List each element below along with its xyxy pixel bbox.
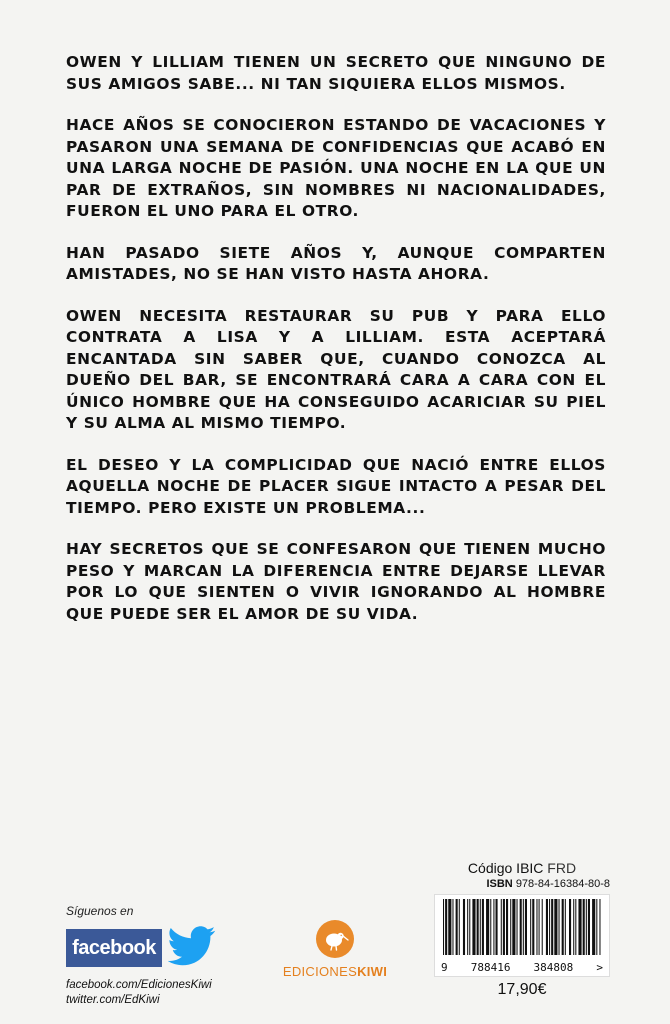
barcode-area [434, 860, 610, 999]
publisher-name [272, 964, 398, 979]
facebook-logo[interactable] [66, 929, 162, 967]
facebook-link[interactable]: facebook.com/EdicionesKiwi [66, 979, 212, 991]
blurb-paragraph-2: HACE AÑOS SE CONOCIERON ESTANDO DE VACACIONES Y PASARON UNA SEMANA DE CONFIDENCIAS QUE ACABÓ EN UNA LARGA NOCHE DE PASIÓN. UNA NOCHE EN LA QUE UN PAR DE EXTRAÑOS, SIN NOMBRES NI NACIONALIDADES, FUERON EL UNO PARA EL OTRO. [66, 116, 606, 220]
blurb-paragraph-4: OWEN NECESITA RESTAURAR SU PUB Y PARA ELLO CONTRATA A LISA Y A LILLIAM. ESTA ACEPTARÁ ENCANTADA SIN SABER QUE, CUANDO CONOZCA AL DUEÑO DEL BAR, SE ENCONTRARÁ CARA A CARA CON EL ÚNICO HOMBRE QUE HA CONSEGUIDO ACARICIAR SU PIEL Y SU ALMA AL MISMO TIEMPO. [66, 306, 606, 432]
isbn [434, 878, 610, 890]
blurb-paragraph-1: OWEN Y LILLIAM TIENEN UN SECRETO QUE NINGUNO DE SUS AMIGOS SABE... NI TAN SIQUIERA ELLOS MISMOS. [66, 53, 606, 93]
barcode-digit-group1: 788416 [470, 961, 511, 974]
blurb-paragraph-6: HAY SECRETOS QUE SE CONFESARON QUE TIENEN MUCHO PESO Y MARCAN LA DIFERENCIA ENTRE DEJARSE LLEVAR POR LO QUE SIENTEN O VIVIR IGNORANDO AL HOMBRE QUE PUEDE SER EL AMOR DE SU VIDA. [66, 540, 606, 623]
publisher-logo [272, 920, 398, 979]
ibic-value: FRD [547, 860, 577, 876]
barcode-digit-group2: 384808 [533, 961, 574, 974]
barcode [434, 894, 610, 977]
barcode-bars [441, 899, 603, 955]
blurb-paragraph-5: EL DESEO Y LA COMPLICIDAD QUE NACIÓ ENTRE ELLOS AQUELLA NOCHE DE PLACER SIGUE INTACTO A PESAR DEL TIEMPO. PERO EXISTE UN PROBLEMA... [66, 455, 606, 517]
price: 17,90€ [497, 981, 547, 998]
isbn-label: ISBN [486, 878, 513, 890]
blurb-paragraph-3: HAN PASADO SIETE AÑOS Y, AUNQUE COMPARTEN AMISTADES, NO SE HAN VISTO HASTA AHORA. [66, 243, 606, 283]
ibic-label: Código IBIC [467, 860, 544, 876]
twitter-bird-icon[interactable] [168, 926, 216, 970]
publisher-name-bold: KIWI [357, 964, 388, 979]
barcode-digits [441, 961, 603, 974]
social-links [66, 978, 266, 1008]
barcode-digit-first: 9 [441, 961, 448, 974]
isbn-value: 978-84-16384-80-8 [515, 878, 610, 890]
publisher-name-prefix: EDICIONES [282, 964, 358, 979]
social-section [66, 904, 266, 1008]
twitter-link[interactable]: twitter.com/EdKiwi [66, 994, 160, 1006]
ibic-code [434, 860, 610, 876]
barcode-digit-end: > [596, 961, 603, 974]
social-icons [66, 926, 266, 970]
kiwi-bird-icon [316, 920, 354, 958]
facebook-wordmark: facebook [72, 936, 156, 959]
back-cover-blurb [66, 52, 606, 645]
follow-label: Síguenos en [66, 904, 134, 918]
